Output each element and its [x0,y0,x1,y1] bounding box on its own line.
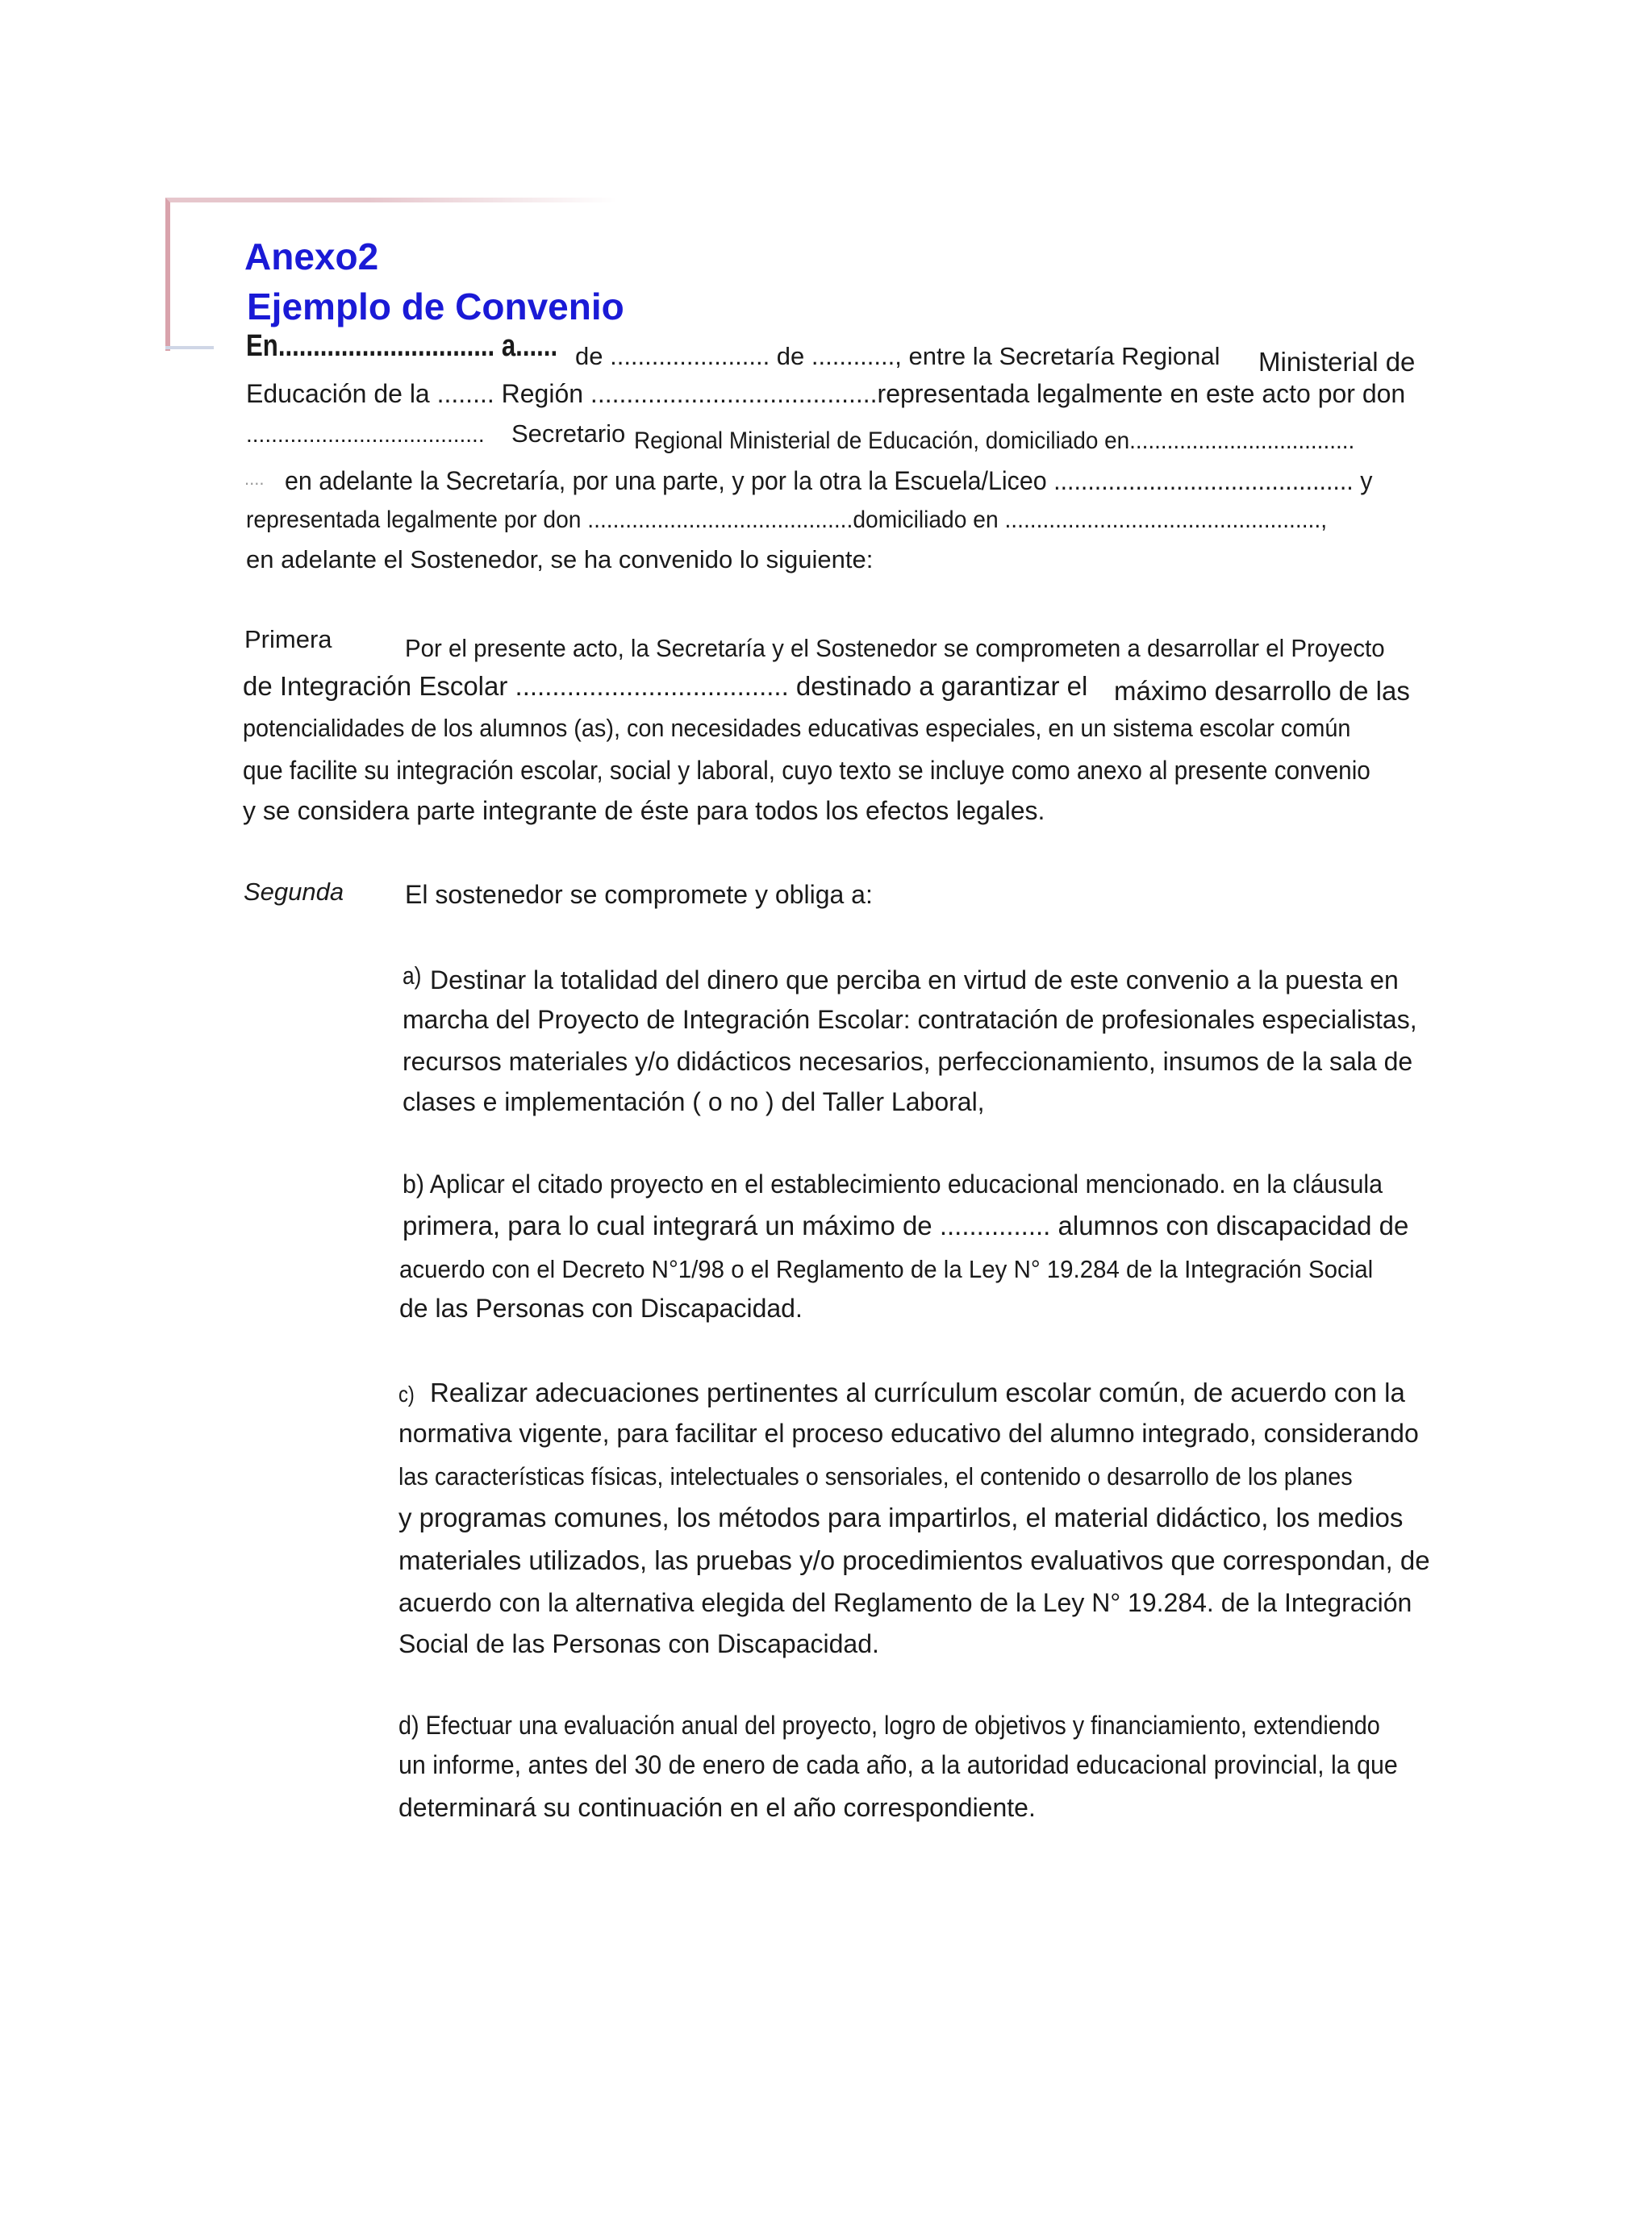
item-a-marker: a) [403,961,422,990]
item-b-line-4: de las Personas con Discapacidad. [399,1294,803,1323]
intro-line-1: de ....................... de ............, entre la Secretaría Regional [575,342,1220,370]
intro-line-3a: Secretario [511,419,626,448]
item-c-marker: c) [398,1382,415,1407]
item-c-line-4: y programas comunes, los métodos para impartirlos, el material didáctico, los medios [398,1503,1404,1532]
item-d-line-2: un informe, antes del 30 de enero de cada año, a la autoridad educacional provincial, la que [398,1750,1398,1779]
item-a-line-1: Destinar la totalidad del dinero que perciba en virtud de este convenio a la puesta en [430,965,1399,994]
intro-opening-text: En............................... a...... [246,329,558,363]
intro-faint-dots-a: ...................................... [246,422,485,447]
intro-line-5: representada legalmente por don ..........................................domiciliado en .................................................., [246,507,1328,533]
item-c-line-7: Social de las Personas con Discapacidad. [398,1629,879,1658]
item-c-line-6: acuerdo con la alternativa elegida del Reglamento de la Ley N° 19.284. de la Integración [398,1588,1412,1617]
clause-1-line-2b: máximo desarrollo de las [1114,676,1410,706]
item-a-line-4: clases e implementación ( o no ) del Taller Laboral, [403,1087,985,1116]
clause-1-line-5: y se considera parte integrante de éste para todos los efectos legales. [243,796,1045,825]
intro-faint-dots-b: .... [244,469,265,489]
annex-heading: Anexo2 [244,236,379,277]
intro-line-6: en adelante el Sostenedor, se ha convenido lo siguiente: [246,545,874,573]
item-a-line-3: recursos materiales y/o didácticos necesarios, perfeccionamiento, insumos de la sala de [403,1047,1413,1076]
clause-1-line-3: potencialidades de los alumnos (as), con necesidades educativas especiales, en un sistema escolar común [243,714,1351,742]
intro-opening [246,331,626,361]
clause-1-line-4: que facilite su integración escolar, social y laboral, cuyo texto se incluye como anexo al presente convenio [243,756,1370,785]
intro-line-4: en adelante la Secretaría, por una parte, y por la otra la Escuela/Liceo ............................................ y [285,466,1373,495]
clause-2-label: Segunda [244,878,344,906]
clause-1-line-1: Por el presente acto, la Secretaría y el Sostenedor se comprometen a desarrollar el Proyecto [405,634,1385,662]
item-c-line-2: normativa vigente, para facilitar el proceso educativo del alumno integrado, considerando [398,1419,1419,1448]
item-d-line-3: determinará su continuación en el año correspondiente. [398,1793,1036,1822]
document-title: Ejemplo de Convenio [247,286,624,327]
intro-line-2: Educación de la ........ Región ........................................representada legalmente en este acto por don [246,379,1406,408]
corner-frame-foot [165,346,214,349]
item-b-line-1: b) Aplicar el citado proyecto en el establecimiento educacional mencionado. en la cláusula [403,1170,1383,1199]
item-c-line-1: Realizar adecuaciones pertinentes al currículum escolar común, de acuerdo con la [430,1378,1405,1407]
item-c-line-5: materiales utilizados, las pruebas y/o procedimientos evaluativos que correspondan, de [398,1545,1430,1575]
clause-2-intro: El sostenedor se compromete y obliga a: [405,880,873,909]
corner-frame-decoration [165,198,617,351]
clause-1-line-2: de Integración Escolar ..................................... destinado a garantizar el [243,671,1088,701]
item-b-line-3: acuerdo con el Decreto N°1/98 o el Reglamento de la Ley N° 19.284 de la Integración Social [399,1255,1374,1283]
item-a-line-2: marcha del Proyecto de Integración Escolar: contratación de profesionales especialistas, [403,1005,1417,1034]
intro-line-1b: Ministerial de [1258,347,1416,377]
item-b-line-2: primera, para lo cual integrará un máximo de ............... alumnos con discapacidad de [403,1211,1409,1240]
item-c-line-3: las características físicas, intelectuales o sensoriales, el contenido o desarrollo de los planes [398,1462,1353,1491]
intro-line-3b: Regional Ministerial de Educación, domiciliado en.................................... [634,427,1355,454]
item-d-line-1: d) Efectuar una evaluación anual del proyecto, logro de objetivos y financiamiento, extendiendo [398,1711,1380,1740]
clause-1-label: Primera [244,625,332,653]
